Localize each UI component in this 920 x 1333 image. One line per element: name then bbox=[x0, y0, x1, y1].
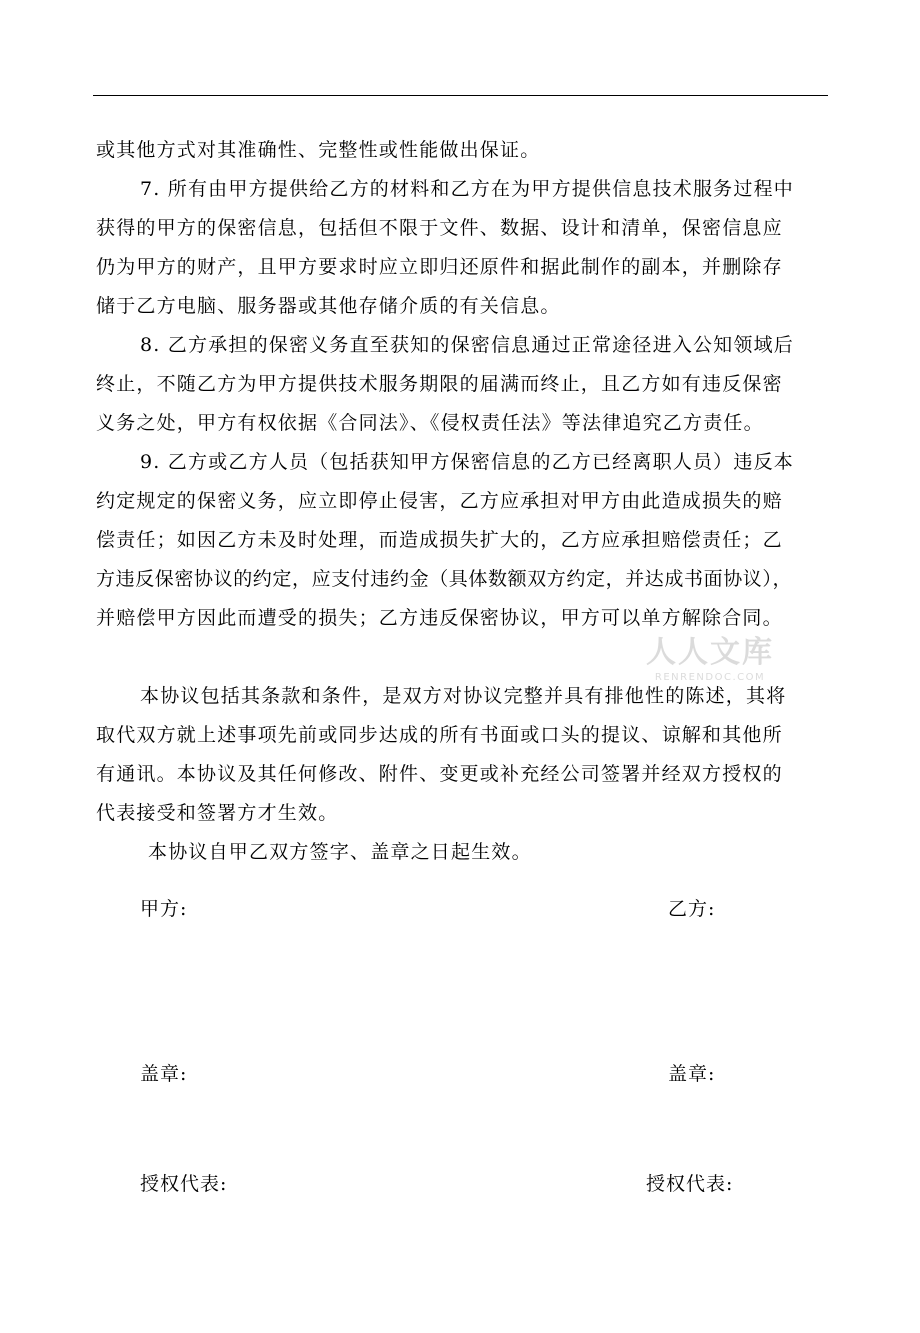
clause-9-line: 9. 乙方或乙方人员（包括获知甲方保密信息的乙方已经离职人员）违反本 bbox=[140, 451, 794, 473]
seal-b-label: 盖章: bbox=[668, 1063, 716, 1085]
text-line: 代表接受和签署方才生效。 bbox=[96, 802, 339, 824]
text-line: 偿责任；如因乙方未及时处理，而造成损失扩大的，乙方应承担赔偿责任；乙 bbox=[96, 529, 783, 551]
header-rule bbox=[93, 95, 828, 96]
text-line: 并赔偿甲方因此而遭受的损失；乙方违反保密协议，甲方可以单方解除合同。 bbox=[96, 607, 783, 629]
rep-b-label: 授权代表: bbox=[646, 1173, 734, 1195]
text-line: 取代双方就上述事项先前或同步达成的所有书面或口头的提议、谅解和其他所 bbox=[96, 724, 783, 746]
watermark-logo-text: 人人文库 bbox=[646, 635, 774, 670]
rep-a-label: 授权代表: bbox=[140, 1173, 228, 1195]
text-line: 方违反保密协议的约定，应支付违约金（具体数额双方约定，并达成书面协议）， bbox=[96, 568, 793, 590]
clause-7-line: 7. 所有由甲方提供给乙方的材料和乙方在为甲方提供信息技术服务过程中 bbox=[140, 178, 794, 200]
agreement-line: 本协议包括其条款和条件，是双方对协议完整并具有排他性的陈述，其将 bbox=[140, 685, 787, 707]
effective-line: 本协议自甲乙双方签字、盖章之日起生效。 bbox=[148, 841, 532, 863]
clause-8-line: 8. 乙方承担的保密义务直至获知的保密信息通过正常途径进入公知领域后 bbox=[140, 334, 794, 356]
party-a-label: 甲方: bbox=[140, 898, 188, 920]
party-b-label: 乙方: bbox=[668, 898, 716, 920]
text-line: 获得的甲方的保密信息，包括但不限于文件、数据、设计和清单，保密信息应 bbox=[96, 217, 783, 239]
text-line: 义务之处，甲方有权依据《合同法》、《侵权责任法》等法律追究乙方责任。 bbox=[96, 412, 764, 434]
text-line: 有通讯。本协议及其任何修改、附件、变更或补充经公司签署并经双方授权的 bbox=[96, 763, 783, 785]
seal-a-label: 盖章: bbox=[140, 1063, 188, 1085]
text-line: 储于乙方电脑、服务器或其他存储介质的有关信息。 bbox=[96, 295, 561, 317]
text-line: 终止，不随乙方为甲方提供技术服务期限的届满而终止，且乙方如有违反保密 bbox=[96, 373, 783, 395]
text-line: 或其他方式对其准确性、完整性或性能做出保证。 bbox=[96, 139, 541, 161]
watermark bbox=[640, 636, 780, 684]
watermark-url: RENRENDOC.COM bbox=[654, 672, 766, 683]
text-line: 仍为甲方的财产，且甲方要求时应立即归还原件和据此制作的副本，并删除存 bbox=[96, 256, 783, 278]
text-line: 约定规定的保密义务，应立即停止侵害，乙方应承担对甲方由此造成损失的赔 bbox=[96, 490, 783, 512]
